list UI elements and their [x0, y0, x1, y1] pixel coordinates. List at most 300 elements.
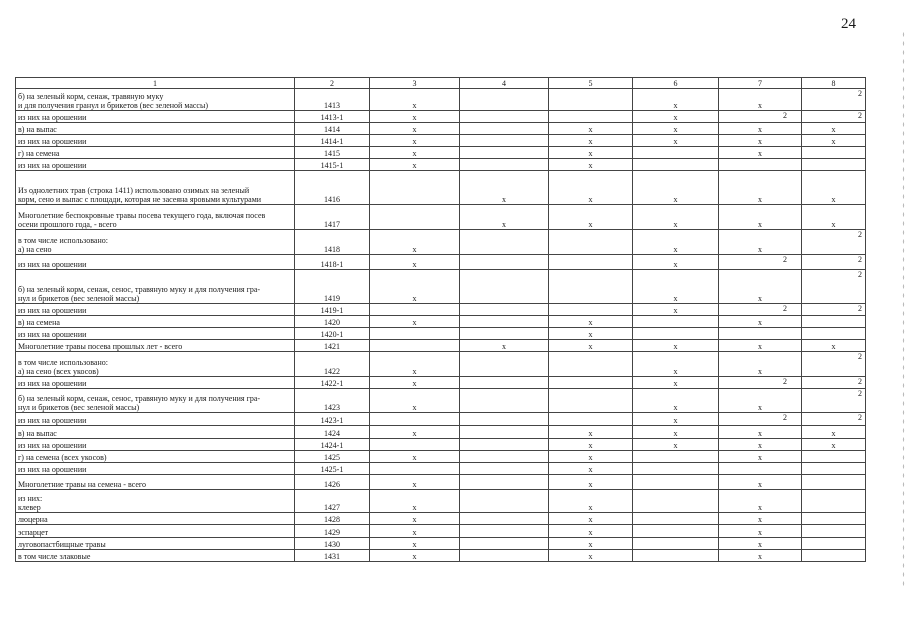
row-label-line: г) на семена	[18, 149, 60, 158]
row-label-line: из них на орошении	[18, 465, 87, 474]
cell-c5: x	[549, 426, 633, 439]
cell-c3	[370, 413, 460, 426]
row-label	[16, 328, 295, 340]
cell-c4	[460, 513, 549, 525]
cell-c8-value: 2	[858, 389, 862, 398]
table-row	[16, 255, 866, 270]
cell-c5	[549, 89, 633, 111]
row-label	[16, 255, 295, 270]
cell-c4	[460, 230, 549, 255]
cell-c8	[802, 389, 866, 413]
cell-c5: x	[549, 171, 633, 205]
row-label-line: а) на сено (всех укосов)	[18, 367, 99, 376]
cell-c8	[802, 159, 866, 171]
cell-c8	[802, 490, 866, 513]
cell-c7: x	[719, 123, 802, 135]
row-code: 1414-1	[295, 135, 370, 147]
cell-c5: x	[549, 328, 633, 340]
row-code: 1424-1	[295, 439, 370, 451]
row-code: 1425-1	[295, 463, 370, 475]
cell-c6: x	[633, 340, 719, 352]
cell-c3: x	[370, 270, 460, 304]
cell-c3: x	[370, 377, 460, 389]
row-label-line: Из однолетних трав (строка 1411) использовано озимых на зеленый	[18, 186, 250, 195]
cell-c3	[370, 328, 460, 340]
row-label	[16, 413, 295, 426]
table-row	[16, 111, 866, 123]
col-header-6: 6	[633, 78, 719, 89]
row-code: 1419	[295, 270, 370, 304]
row-code: 1423	[295, 389, 370, 413]
row-code: 1415	[295, 147, 370, 159]
cell-c3: x	[370, 389, 460, 413]
cell-c4	[460, 159, 549, 171]
row-label	[16, 426, 295, 439]
cell-c6: x	[633, 123, 719, 135]
cell-c8	[802, 255, 866, 270]
statistical-form-table	[15, 77, 866, 562]
row-label	[16, 316, 295, 328]
cell-c7	[719, 463, 802, 475]
row-label-line: из них на орошении	[18, 379, 87, 388]
row-label-line: клевер	[18, 503, 41, 512]
cell-c6	[633, 451, 719, 463]
cell-c8: x	[802, 135, 866, 147]
cell-c6: x	[633, 377, 719, 389]
cell-c4	[460, 439, 549, 451]
cell-c5: x	[549, 463, 633, 475]
cell-c4	[460, 123, 549, 135]
cell-c8: x	[802, 439, 866, 451]
table-row	[16, 123, 866, 135]
cell-c5: x	[549, 550, 633, 562]
cell-c8	[802, 111, 866, 123]
cell-c7: x	[719, 451, 802, 463]
row-code: 1429	[295, 525, 370, 538]
row-code: 1419-1	[295, 304, 370, 316]
cell-c8-value: 2	[858, 413, 862, 422]
row-label	[16, 270, 295, 304]
col-header-5: 5	[549, 78, 633, 89]
table-row	[16, 147, 866, 159]
cell-c7: x	[719, 270, 802, 304]
cell-c7-value: 2	[783, 377, 787, 386]
cell-c7: x	[719, 205, 802, 230]
cell-c4	[460, 304, 549, 316]
cell-c8	[802, 538, 866, 550]
cell-c8	[802, 413, 866, 426]
row-label	[16, 550, 295, 562]
row-label	[16, 475, 295, 490]
cell-c4	[460, 525, 549, 538]
cell-c3: x	[370, 255, 460, 270]
cell-c8	[802, 377, 866, 389]
cell-c5	[549, 230, 633, 255]
cell-c4	[460, 389, 549, 413]
row-code: 1413	[295, 89, 370, 111]
cell-c5: x	[549, 135, 633, 147]
column-number-header	[16, 78, 866, 89]
cell-c3: x	[370, 111, 460, 123]
cell-c3	[370, 205, 460, 230]
cell-c4	[460, 270, 549, 304]
cell-c4	[460, 255, 549, 270]
row-label-line: люцерна	[18, 515, 48, 524]
row-label-line: б) на зеленый корм, сенаж, сенос, травяную муку и для получения гра-	[18, 285, 261, 294]
row-label-line: в том числе использовано:	[18, 236, 108, 245]
row-label	[16, 123, 295, 135]
cell-c8	[802, 89, 866, 111]
cell-c3: x	[370, 147, 460, 159]
row-code: 1422-1	[295, 377, 370, 389]
cell-c8-value: 2	[858, 304, 862, 313]
cell-c5: x	[549, 513, 633, 525]
row-code: 1430	[295, 538, 370, 550]
cell-c5: x	[549, 147, 633, 159]
row-label	[16, 159, 295, 171]
cell-c5	[549, 111, 633, 123]
cell-c4	[460, 475, 549, 490]
cell-c5	[549, 377, 633, 389]
row-label-line: Многолетние беспокровные травы посева текущего года, включая посев	[18, 211, 266, 220]
cell-c7: x	[719, 475, 802, 490]
cell-c7: x	[719, 171, 802, 205]
row-label-line: из них на орошении	[18, 441, 87, 450]
row-code: 1427	[295, 490, 370, 513]
row-label	[16, 513, 295, 525]
row-code: 1413-1	[295, 111, 370, 123]
cell-c5: x	[549, 316, 633, 328]
cell-c7	[719, 159, 802, 171]
cell-c5: x	[549, 538, 633, 550]
row-code: 1421	[295, 340, 370, 352]
table-row	[16, 316, 866, 328]
cell-c4	[460, 426, 549, 439]
cell-c8-value: 2	[858, 352, 862, 361]
table-row	[16, 159, 866, 171]
cell-c7: x	[719, 525, 802, 538]
table-row	[16, 439, 866, 451]
cell-c7: x	[719, 135, 802, 147]
cell-c8: x	[802, 426, 866, 439]
table-row	[16, 451, 866, 463]
table-row	[16, 135, 866, 147]
row-label-line: луговопастбищные травы	[18, 540, 106, 549]
row-code: 1418-1	[295, 255, 370, 270]
cell-c6: x	[633, 413, 719, 426]
row-label	[16, 389, 295, 413]
row-label	[16, 171, 295, 205]
table-row	[16, 463, 866, 475]
row-label	[16, 451, 295, 463]
cell-c5: x	[549, 490, 633, 513]
cell-c8	[802, 270, 866, 304]
cell-c3	[370, 463, 460, 475]
table-row	[16, 270, 866, 304]
cell-c4	[460, 316, 549, 328]
cell-c8: x	[802, 171, 866, 205]
row-label	[16, 352, 295, 377]
cell-c3: x	[370, 352, 460, 377]
row-label-line: из них на орошении	[18, 137, 87, 146]
cell-c7	[719, 413, 802, 426]
row-label-line: в) на выпас	[18, 125, 57, 134]
row-code: 1424	[295, 426, 370, 439]
cell-c5	[549, 413, 633, 426]
cell-c7-value: 2	[783, 413, 787, 422]
cell-c4: x	[460, 340, 549, 352]
cell-c7-value: 2	[783, 255, 787, 264]
cell-c8	[802, 147, 866, 159]
cell-c6: x	[633, 389, 719, 413]
cell-c5: x	[549, 205, 633, 230]
row-label-line: Многолетние травы посева прошлых лет - всего	[18, 342, 183, 351]
row-label	[16, 230, 295, 255]
cell-c3: x	[370, 490, 460, 513]
cell-c6	[633, 328, 719, 340]
cell-c8-value: 2	[858, 255, 862, 264]
cell-c7	[719, 328, 802, 340]
cell-c4	[460, 147, 549, 159]
row-label-line: корм, сено и выпас с площади, которая не засеяна яровыми культурами	[18, 195, 262, 204]
cell-c4	[460, 490, 549, 513]
cell-c4	[460, 413, 549, 426]
col-header-2: 2	[295, 78, 370, 89]
row-code: 1428	[295, 513, 370, 525]
col-header-1: 1	[16, 78, 295, 89]
cell-c7	[719, 304, 802, 316]
row-code: 1420	[295, 316, 370, 328]
cell-c7: x	[719, 389, 802, 413]
cell-c8: x	[802, 123, 866, 135]
row-code: 1415-1	[295, 159, 370, 171]
cell-c6	[633, 513, 719, 525]
cell-c6	[633, 538, 719, 550]
cell-c5: x	[549, 525, 633, 538]
cell-c4	[460, 89, 549, 111]
cell-c8	[802, 463, 866, 475]
cell-c7-value: 2	[783, 111, 787, 120]
cell-c3	[370, 171, 460, 205]
cell-c8-value: 2	[858, 270, 862, 279]
row-label-line: осени прошлого года, - всего	[18, 220, 117, 229]
cell-c7: x	[719, 316, 802, 328]
row-label	[16, 147, 295, 159]
cell-c4	[460, 352, 549, 377]
table-row	[16, 513, 866, 525]
table-row	[16, 525, 866, 538]
cell-c4	[460, 451, 549, 463]
row-label-line: в том числе использовано:	[18, 358, 108, 367]
cell-c8	[802, 304, 866, 316]
cell-c8	[802, 328, 866, 340]
cell-c8	[802, 550, 866, 562]
row-label	[16, 340, 295, 352]
cell-c8	[802, 230, 866, 255]
table-row	[16, 550, 866, 562]
cell-c6: x	[633, 89, 719, 111]
row-label-line: из них на орошении	[18, 260, 87, 269]
cell-c6: x	[633, 230, 719, 255]
cell-c3: x	[370, 89, 460, 111]
row-label-line: из них:	[18, 494, 43, 503]
page-number: 24	[841, 16, 856, 32]
cell-c3: x	[370, 538, 460, 550]
cell-c8	[802, 451, 866, 463]
col-header-3: 3	[370, 78, 460, 89]
cell-c3: x	[370, 230, 460, 255]
row-label-line: и для получения гранул и брикетов (вес зеленой массы)	[18, 101, 209, 110]
cell-c8-value: 2	[858, 377, 862, 386]
row-label	[16, 525, 295, 538]
cell-c7	[719, 255, 802, 270]
row-code: 1423-1	[295, 413, 370, 426]
cell-c4	[460, 377, 549, 389]
row-code: 1418	[295, 230, 370, 255]
cell-c5: x	[549, 159, 633, 171]
row-code: 1416	[295, 171, 370, 205]
row-code: 1431	[295, 550, 370, 562]
row-label	[16, 89, 295, 111]
cell-c6	[633, 316, 719, 328]
cell-c6	[633, 159, 719, 171]
row-label	[16, 111, 295, 123]
row-label	[16, 135, 295, 147]
cell-c5: x	[549, 475, 633, 490]
row-code: 1425	[295, 451, 370, 463]
row-code: 1420-1	[295, 328, 370, 340]
cell-c3: x	[370, 525, 460, 538]
cell-c5: x	[549, 340, 633, 352]
cell-c5	[549, 270, 633, 304]
table-row	[16, 538, 866, 550]
row-label-line: в) на семена	[18, 318, 60, 327]
cell-c4	[460, 135, 549, 147]
row-label	[16, 538, 295, 550]
cell-c3	[370, 439, 460, 451]
row-label-line: б) на зеленый корм, сенаж, травяную муку	[18, 92, 164, 101]
row-label-line: в том числе злаковые	[18, 552, 91, 561]
cell-c3	[370, 304, 460, 316]
row-label-line: а) на сено	[18, 245, 52, 254]
cell-c6: x	[633, 270, 719, 304]
cell-c6: x	[633, 135, 719, 147]
table-row	[16, 230, 866, 255]
cell-c5	[549, 389, 633, 413]
row-label-line: нул и брикетов (вес зеленой массы)	[18, 294, 140, 303]
table-row	[16, 426, 866, 439]
cell-c7: x	[719, 426, 802, 439]
cell-c8: x	[802, 340, 866, 352]
cell-c7: x	[719, 230, 802, 255]
cell-c3: x	[370, 475, 460, 490]
cell-c3: x	[370, 135, 460, 147]
cell-c5: x	[549, 123, 633, 135]
cell-c6: x	[633, 111, 719, 123]
cell-c8	[802, 316, 866, 328]
cell-c7: x	[719, 538, 802, 550]
cell-c6	[633, 490, 719, 513]
cell-c7: x	[719, 89, 802, 111]
row-label-line: в) на выпас	[18, 429, 57, 438]
cell-c3: x	[370, 550, 460, 562]
cell-c4: x	[460, 171, 549, 205]
cell-c4: x	[460, 205, 549, 230]
cell-c5: x	[549, 439, 633, 451]
row-label-line: Многолетние травы на семена - всего	[18, 480, 146, 489]
cell-c6: x	[633, 255, 719, 270]
cell-c7	[719, 111, 802, 123]
cell-c7: x	[719, 513, 802, 525]
cell-c8	[802, 513, 866, 525]
row-label-line: г) на семена (всех укосов)	[18, 453, 107, 462]
row-code: 1414	[295, 123, 370, 135]
cell-c8: x	[802, 205, 866, 230]
row-label-line: нул и брикетов (вес зеленой массы)	[18, 403, 140, 412]
cell-c7: x	[719, 352, 802, 377]
table-row	[16, 340, 866, 352]
row-label	[16, 377, 295, 389]
row-label-line: из них на орошении	[18, 113, 87, 122]
cell-c5: x	[549, 451, 633, 463]
col-header-7: 7	[719, 78, 802, 89]
table-row	[16, 377, 866, 389]
row-label	[16, 490, 295, 513]
cell-c6: x	[633, 352, 719, 377]
cell-c8	[802, 525, 866, 538]
cell-c6	[633, 147, 719, 159]
cell-c7: x	[719, 439, 802, 451]
cell-c5	[549, 352, 633, 377]
row-code: 1422	[295, 352, 370, 377]
table-row	[16, 328, 866, 340]
cell-c8	[802, 475, 866, 490]
cell-c3: x	[370, 123, 460, 135]
cell-c3: x	[370, 513, 460, 525]
cell-c6: x	[633, 171, 719, 205]
table-row	[16, 389, 866, 413]
row-label-line: из них на орошении	[18, 330, 87, 339]
table-row	[16, 413, 866, 426]
cell-c8	[802, 352, 866, 377]
cell-c7: x	[719, 340, 802, 352]
row-label-line: из них на орошении	[18, 161, 87, 170]
cell-c7: x	[719, 490, 802, 513]
col-header-4: 4	[460, 78, 549, 89]
cell-c3	[370, 340, 460, 352]
cell-c6	[633, 525, 719, 538]
cell-c7: x	[719, 550, 802, 562]
cell-c4	[460, 111, 549, 123]
table-row	[16, 89, 866, 111]
row-code: 1426	[295, 475, 370, 490]
cell-c3: x	[370, 316, 460, 328]
col-header-8: 8	[802, 78, 866, 89]
cell-c6: x	[633, 426, 719, 439]
cell-c3: x	[370, 426, 460, 439]
cell-c6: x	[633, 304, 719, 316]
cell-c5	[549, 255, 633, 270]
cell-c8-value: 2	[858, 89, 862, 98]
row-label-line: из них на орошении	[18, 416, 87, 425]
cell-c6	[633, 463, 719, 475]
cell-c6	[633, 475, 719, 490]
cell-c4	[460, 550, 549, 562]
table-row	[16, 171, 866, 205]
row-label-line: из них на орошении	[18, 306, 87, 315]
cell-c3: x	[370, 159, 460, 171]
row-label	[16, 439, 295, 451]
